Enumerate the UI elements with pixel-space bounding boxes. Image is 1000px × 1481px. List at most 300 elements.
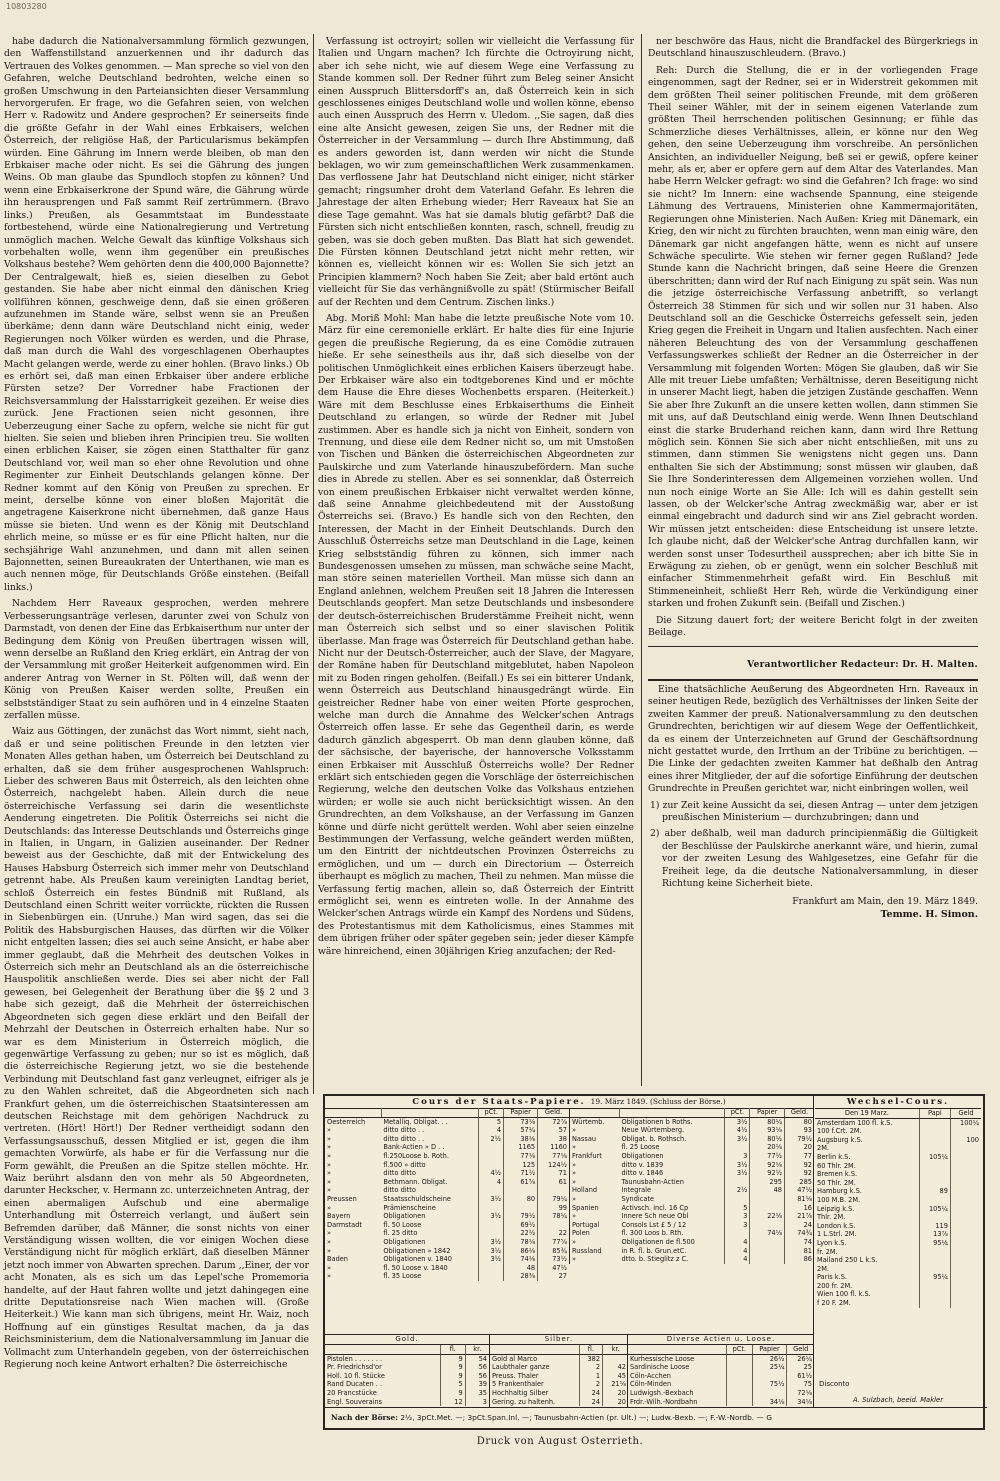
table-row bbox=[570, 1195, 814, 1204]
divider bbox=[648, 679, 978, 681]
column-header: Papier bbox=[504, 1108, 538, 1117]
table-row bbox=[815, 1144, 981, 1153]
table-cell: » bbox=[327, 1134, 332, 1143]
table-cell bbox=[950, 1290, 981, 1299]
table-cell: » bbox=[327, 1229, 332, 1238]
paragraph: ner beschwöre das Haus, nicht die Brandfackel des Bürgerkriegs in Deutschland hinauszuschleudern. (Bravo.) bbox=[648, 36, 978, 60]
table-cell: 92⅛ bbox=[750, 1161, 785, 1170]
table-cell: 92½ bbox=[750, 1169, 785, 1178]
table-cell: 78¼ bbox=[538, 1212, 569, 1221]
table-row bbox=[325, 1380, 489, 1389]
table-cell: 95¼ bbox=[919, 1273, 950, 1282]
table-cell: fl. 25 Loose bbox=[621, 1143, 660, 1152]
table-cell: 34⅛ bbox=[787, 1398, 814, 1407]
table-cell: Integrale bbox=[621, 1186, 652, 1195]
table-cell: 3 bbox=[725, 1152, 750, 1161]
table-cell: 4 bbox=[725, 1238, 750, 1247]
table-cell: 71 bbox=[538, 1169, 569, 1178]
table-cell bbox=[919, 1170, 950, 1179]
table-row bbox=[815, 1213, 981, 1222]
table-cell bbox=[919, 1179, 950, 1188]
table-row bbox=[815, 1239, 981, 1248]
table-cell: 79½ bbox=[504, 1212, 538, 1221]
table-cell bbox=[919, 1282, 950, 1291]
table-cell: 42 bbox=[603, 1363, 628, 1372]
table-cell: Cöln-Acchen bbox=[630, 1371, 671, 1380]
table-cell: 5 bbox=[725, 1204, 750, 1213]
table-row bbox=[325, 1229, 569, 1238]
table-cell: 20 Francstücke bbox=[327, 1388, 377, 1397]
table-row bbox=[325, 1204, 569, 1213]
table-cell bbox=[950, 1299, 981, 1308]
table-row bbox=[570, 1169, 814, 1178]
table-cell bbox=[725, 1229, 750, 1238]
table-cell: 72⅞ bbox=[538, 1117, 569, 1126]
table-cell: Portugal bbox=[572, 1220, 600, 1229]
column-header: pCt. bbox=[725, 1108, 750, 1117]
table-cell bbox=[752, 1389, 787, 1398]
table-cell: 73½ bbox=[538, 1255, 569, 1264]
table-cell: » bbox=[572, 1237, 577, 1246]
table-cell: 5 Frankenthaler bbox=[492, 1380, 544, 1389]
table-cell: Holland bbox=[572, 1186, 598, 1195]
table-cell: 4 bbox=[725, 1247, 750, 1256]
stocks-right-table bbox=[570, 1108, 814, 1264]
table-cell: 2 bbox=[579, 1363, 602, 1372]
table-row bbox=[815, 1118, 981, 1127]
table-row bbox=[815, 1248, 981, 1257]
table-cell: Leipzig k.S. bbox=[817, 1204, 855, 1213]
table-cell: fl. 50 Loose bbox=[383, 1220, 422, 1229]
table-cell: 3½ bbox=[479, 1255, 504, 1264]
table-cell: 1165 bbox=[504, 1143, 538, 1152]
table-cell: 1 L.Strl. 2M. bbox=[817, 1230, 857, 1239]
table-cell: 3½ bbox=[725, 1135, 750, 1144]
stocks-table bbox=[325, 1096, 814, 1334]
table-cell: » bbox=[327, 1203, 332, 1212]
table-cell: 69½ bbox=[504, 1221, 538, 1230]
table-cell: 25¼ bbox=[752, 1363, 787, 1372]
table-cell: 2M. bbox=[817, 1144, 829, 1153]
table-cell bbox=[727, 1363, 752, 1372]
paragraph: Nachdem Herr Raveaux gesprochen, werden mehrere Verbesserungsanträge verlesen, darunter zwei von Schulz von Darmstadt, von denen der Eine das Erbkaiserthum nur unter der Bedingung dem König von Preußen übertragen wissen will, wenn derselbe an Rußland den Krieg erklärt, ein Antrag der von der Versammlung mit großer Heiterkeit aufgenommen wird. Ein anderer Antrag von Werner in St. Pölten will, daß wenn der König von Preußen Kaiser werden sollte, Preußen ein selbstständiger Staat zu sein aufhören und in 4 einzelne Staaten zerfallen müsse. bbox=[4, 598, 309, 721]
column-header bbox=[570, 1108, 619, 1117]
table-cell: Obligationen bbox=[383, 1237, 426, 1246]
table-row bbox=[570, 1186, 814, 1195]
table-cell: 99 bbox=[538, 1204, 569, 1213]
table-cell: 26¼ bbox=[787, 1354, 814, 1363]
table-cell: Holl. 10 fl. Stücke bbox=[327, 1371, 385, 1380]
table-cell: 74¾ bbox=[784, 1229, 814, 1238]
table-cell: Gering. zu haltenh. bbox=[492, 1397, 556, 1406]
table-cell bbox=[919, 1118, 950, 1127]
table-cell: 295 bbox=[750, 1178, 785, 1187]
table-cell bbox=[752, 1372, 787, 1381]
table-cell: Würtemb. bbox=[572, 1117, 605, 1126]
table-row bbox=[815, 1205, 981, 1214]
table-cell: Obligationen bbox=[621, 1151, 664, 1160]
table-cell: 80 bbox=[504, 1195, 538, 1204]
table-cell: 85¾ bbox=[538, 1247, 569, 1256]
table-cell: Engl. Souverains bbox=[327, 1397, 383, 1406]
table-cell: Bremen k.S. bbox=[817, 1170, 858, 1179]
table-cell: » bbox=[327, 1126, 332, 1135]
column-header: Papi bbox=[919, 1109, 950, 1118]
paragraph: Die Sitzung dauert fort; der weitere Bericht folgt in der zweiten Beilage. bbox=[648, 614, 978, 639]
table-cell: ditto ditto bbox=[383, 1169, 416, 1178]
table-cell: fr. 2M. bbox=[817, 1247, 838, 1256]
table-cell: 45 bbox=[603, 1372, 628, 1381]
table-row bbox=[570, 1255, 814, 1264]
table-cell bbox=[750, 1238, 785, 1247]
after-bourse-line bbox=[325, 1407, 987, 1427]
table-cell: 74 bbox=[784, 1238, 814, 1247]
table-cell: Taunusbahn-Actien bbox=[621, 1177, 684, 1186]
table-row bbox=[570, 1152, 814, 1161]
table-cell: Prämienscheine bbox=[383, 1203, 436, 1212]
column-header bbox=[325, 1345, 440, 1354]
table-cell bbox=[919, 1213, 950, 1222]
table-cell bbox=[479, 1186, 504, 1195]
table-cell: 72⅛ bbox=[787, 1389, 814, 1398]
table-cell bbox=[538, 1186, 569, 1195]
table-cell bbox=[950, 1273, 981, 1282]
table-cell: 20 bbox=[603, 1398, 628, 1407]
table-cell: 48 bbox=[504, 1264, 538, 1273]
table-cell: 92 bbox=[784, 1169, 814, 1178]
table-row bbox=[570, 1178, 814, 1187]
table-cell: 3½ bbox=[479, 1247, 504, 1256]
table-cell: 20 bbox=[603, 1389, 628, 1398]
declaration bbox=[648, 684, 978, 921]
table-cell: Obligationen bbox=[383, 1212, 426, 1221]
table-cell: 100 M.B. 2M. bbox=[817, 1195, 861, 1204]
paragraph: Reh: Durch die Stellung, die er in der vorliegenden Frage eingenommen, sagt der Redner, sei er in Widerstreit gekommen mit dem größten Theil seiner politischen Freunde, mit dem größeren Theil seiner Wähler, mit der in seinem eigenen Vaterlande zum größten Theil herrschenden politischen Gesinnung; er fühle das Schmerzliche dieses Verhältnisses, allein, er könne nur den Weg gehen, den seine Ueberzeugung ihm vorschreibe. An persönlichen Ansichten, an individueller Neigung, beß sei er gewiß, opfere keiner mehr, als er, aber er opfere gern auf dem Altar des Vaterlandes. Man habe Herrn Welcker gefragt: wo sind die Gefahren? Ich frage: wo sind sie nicht? Im Innern: eine wachsende Spannung, eine steigende Lähmung des Vertrauens, Ministerien ohne Kammermajoritäten, Regierungen ohne Ministerien. Nach Außen: Krieg mit Dänemark, ein Krieg, den wir nicht zu fürchten brauchten, wenn man einig wäre, den Dänemark gar nicht angefangen hätte, wenn es nicht auf unsere Schwäche speculirte. Wie stehen wir ferner gegen Rußland? Jede Stunde kann die Nachricht bringen, daß seine Heere die Grenzen überschritten; dann wird der Ruf nach Einigung zu spät sein. Was nun die jetzige österreichische Verfassung anbetrifft, so verlangt Österreich 38 Stimmen für sich und wir sollen nur 31 haben. Also Deutschland soll an die Geschicke Österreichs gefesselt sein, jeden Krieg gegen die Freiheit in Ungarn und Italien ausfechten. Nach einer näheren Beleuchtung des von der Versammlung geschaffenen Verfassungswerkes schließt der Redner an die Österreicher in der Versammlung mit folgenden Worten: Mögen Sie glauben, daß wir Sie Alle mit treuer Liebe umfaßten; Verhältnisse, deren Beseitigung nicht in unserer Macht liegt, haben die jetzigen Zustände geschaffen. Wenn Sie aber Ihre Zukunft an die unsere ketten wollen, dann stimmen Sie mit uns, auf daß Deutschland einig werde. Wenn Ihnen Deutschland einst die starke Bruderhand reichen kann, dann wird Ihre Rettung möglich sein. Können Sie sich aber nicht entschließen, mit uns zu stimmen, dann stimmen Sie wenigstens nicht gegen uns. Dann enthalten Sie sich der Abstimmung; sonst müssen wir glauben, daß Sie Ihre Sonderinteressen dem Allgemeinen vorziehen wollen. Und nun noch einige Worte an Sie Alle: Ich will es dahin gestellt sein lassen, ob der Welcker'sche Antrag zweckmäßig war, aber er ist einmal eingebracht und dadurch sind wir ans Ziel gebracht worden. Wir müssen jetzt entscheiden: diese Entscheidung ist unsere letzte. Ich glaube nicht, daß der Welcker'sche Antrag durchfallen kann, wir werden sonst unser Todesurtheil aussprechen; aber ich bitte Sie in Erwägung zu ziehen, ob er genügt, wenn ein solcher Beschluß mit einfacher Stimmenmehrheit gefaßt wird. Ein Beschluß mit Stimmeneinheit, schließt Herr Reh, würde die Verkündigung einer starken und frohen Zukunft sein. (Beifall und Zischen.) bbox=[648, 64, 978, 610]
stocks-left-half bbox=[325, 1108, 569, 1281]
table-row bbox=[815, 1196, 981, 1205]
table-cell: ditto v. 1846 bbox=[621, 1169, 664, 1178]
stocks-title-text: Cours der Staats-Papiere. bbox=[412, 1097, 586, 1107]
table-cell: Staatsschuldscheine bbox=[383, 1194, 451, 1203]
silver-table bbox=[489, 1335, 628, 1407]
table-row bbox=[570, 1135, 814, 1144]
column-rule-1 bbox=[313, 34, 314, 1094]
table-cell: » bbox=[327, 1246, 332, 1255]
text-column-1 bbox=[4, 36, 309, 1371]
signatures: Temme. H. Simon. bbox=[880, 908, 978, 920]
column-header: kr. bbox=[603, 1345, 628, 1354]
table-cell: 4 bbox=[479, 1178, 504, 1187]
table-cell: Frankfurt bbox=[572, 1151, 602, 1160]
table-row bbox=[325, 1354, 489, 1363]
table-cell: Amsterdam 100 fl. k.S. bbox=[817, 1118, 893, 1127]
column-header: Geld. bbox=[784, 1108, 814, 1117]
table-row bbox=[490, 1389, 628, 1398]
table-cell bbox=[479, 1152, 504, 1161]
table-cell bbox=[919, 1127, 950, 1136]
table-cell: Polen bbox=[572, 1229, 590, 1238]
table-cell: 50 Thlr. 2M. bbox=[817, 1178, 856, 1187]
column-header: pCt. bbox=[727, 1345, 752, 1354]
table-row bbox=[628, 1398, 814, 1407]
table-cell bbox=[919, 1144, 950, 1153]
table-cell: » bbox=[572, 1160, 577, 1169]
table-cell bbox=[504, 1186, 538, 1195]
printer-imprint: Druck von August Osterrieth. bbox=[476, 1436, 644, 1447]
table-row bbox=[628, 1380, 814, 1389]
table-cell: » bbox=[572, 1212, 577, 1221]
table-cell: 86 bbox=[784, 1255, 814, 1264]
table-cell: 124½ bbox=[538, 1161, 569, 1170]
table-cell: 2M. bbox=[817, 1264, 829, 1273]
table-row bbox=[325, 1161, 569, 1170]
table-cell: » bbox=[327, 1237, 332, 1246]
table-cell: Thlr. 2M. bbox=[817, 1213, 846, 1222]
table-cell bbox=[919, 1290, 950, 1299]
table-cell: Sardinische Loose bbox=[630, 1363, 690, 1372]
table-cell bbox=[950, 1248, 981, 1257]
table-cell: 3 bbox=[725, 1221, 750, 1230]
declaration-item-1: 1) zur Zeit keine Aussicht da sei, diesen Antrag — unter dem jetzigen preußischen Ministerium — durchzubringen; dann und bbox=[650, 799, 978, 823]
table-cell bbox=[479, 1264, 504, 1273]
table-cell bbox=[950, 1239, 981, 1248]
table-row bbox=[815, 1256, 981, 1265]
table-row bbox=[325, 1186, 569, 1195]
table-cell bbox=[750, 1255, 785, 1264]
table-cell: 86⅛ bbox=[504, 1247, 538, 1256]
table-cell: 4½ bbox=[479, 1169, 504, 1178]
table-cell: 105¼ bbox=[919, 1153, 950, 1162]
table-cell: » bbox=[572, 1255, 577, 1264]
table-cell: 24 bbox=[579, 1398, 602, 1407]
table-cell: 382 bbox=[579, 1354, 602, 1363]
table-cell: Hochhaltig Silber bbox=[492, 1388, 549, 1397]
column-header: kr. bbox=[465, 1345, 489, 1354]
table-row bbox=[570, 1161, 814, 1170]
divider bbox=[648, 646, 978, 647]
table-row bbox=[325, 1272, 569, 1281]
table-row bbox=[325, 1126, 569, 1135]
table-cell: ditto ditto . . bbox=[383, 1134, 425, 1143]
table-cell bbox=[950, 1187, 981, 1196]
editor-line: Verantwortlicher Redacteur: Dr. H. Malten. bbox=[747, 659, 978, 670]
table-cell bbox=[479, 1143, 504, 1152]
column-header: Geld bbox=[950, 1109, 981, 1118]
table-cell: Obligationen v. 1840 bbox=[383, 1255, 452, 1264]
table-cell: 20 bbox=[784, 1143, 814, 1152]
table-cell bbox=[727, 1389, 752, 1398]
table-cell: Ludwigsh.-Bexbach bbox=[630, 1388, 694, 1397]
paragraph: Waiz aus Göttingen, der zunächst das Wort nimmt, sieht nach, daß er und seine politischen Freunde in den letzten vier Monaten Alles gethan haben, um Österreich bei Deutschland zu erhalten, daß sie dem früher ausgesprochenen Wahlspruch: Lieber des schweren Baus mit Österreich, als den leichten ohne Österreich, nachgelebt haben. Allein durch die neue österreichische Verfassung sei darin die wesentlichste Aenderung eingetreten. Die Politik Österreichs sei nicht die Deutschlands: das Interesse Deutschlands und Österreichs ginge in Italien, in Ungarn, in Galizien auseinander. Der Redner beweist aus der Geschichte, daß mit der Entwickelung des Hauses Habsburg Österreich sich immer mehr von Deutschland getrennt habe. Als Preußen kaum vereinigten Landtag beriet, schloß Österreich ein festes Bündniß mit Rußland, als Deutschland einen Schritt weiter vorrückte, rückten die Russen in Siebenbürgen ein. (Unruhe.) Man wird sagen, das sei die Politik des Habsburgischen Hauses, das dürften wir die Völker nicht entgelten lassen; dies sei auch seine Ansicht, er habe aber immer geglaubt, daß die Mehrheit des deutschen Volkes in Österreich sich mehr an Deutschland als an die österreichische Hauspolitik anschließen werde. Dies sei aber nicht der Fall gewesen, bei Gelegenheit der Berathung über die §§ 2 und 3 habe sich gezeigt, daß die Mehrheit der österreichischen Abgeordneten sich gegen diese erklärt und den Beifall der Mehrzahl der Deutschen in Österreich erhalten habe. Nur so war es dem Ministerium in Österreich möglich, die gegenwärtige Verfassung zu geben; nur so ist es möglich, daß die österreichische Regierung jetzt, wo sie die bestehende Verbindung mit Deutschland fast ganz verleugnet, eifriger als je zu den Wahlen schreitet, daß die Abgeordneten sich nach Frankfurt gehen, um die österreichischen Staatsinteressen am deutschen Reichstage mit dem gehörigen Nachdruck zu vertreten. (Hört! Hört!) Der Redner vertheidigt sodann den Verfassungsausschuß, dessen Mitglied er ist, gegen die ihm gemachten Vorwürfe, als habe er für die Verfassung nur die Form gewählt, die Preußen an die Spitze stellen möchte. Hr. Waiz berührt alsdann den von mehr als 50 Abgeordneten, darunter Heckscher, v. Hermann zc. unterzeichneten Antrag, der einen abermaligen Aufschub und eine abermalige Unterhandlung mit Österreich verlangt, und äußert sein Befremden darüber, daß Männer, die sonst nichts von einer Verständigung wissen wollten, die vor einigen Wochen diese Verständigung nicht für möglich erklärt, daß dieselben Männer jetzt noch immer von Abwarten sprechen. Darum ,,Einer, der vor acht Monaten, als es sich um das Lepel'sche Promemoria handelte, auf der Haut fahren wollte und jetzt dahingegen eine dritte Deputationsreise nach Wien machen will. (Große Heiterkeit.) Wie kann man sich übrigens, meint Hr. Waiz, noch Hoffnung auf ein günstiges Resultat machen, da ja das Reichsministerium, dem die Nationalversammlung im Januar die Vollmacht zum Unterhandeln gegeben, von der österreichischen Regierung noch keine Antwort erhalten? Die österreichische bbox=[4, 726, 309, 1371]
table-cell: 80 bbox=[784, 1117, 814, 1126]
column-header: Geld. bbox=[538, 1108, 569, 1117]
table-cell: ditto v. 1839 bbox=[621, 1160, 664, 1169]
declaration-intro: Eine thatsächliche Aeußerung des Abgeordneten Hrn. Raveaux in seiner heutigen Rede, bezüglich des Verhältnisses der linken Seite der zweiten Kammer der preuß. Nationalversammlung zu den deutschen Grundrechten, berichtigen wir auf diesem Wege der Oeffentlichkeit, da es einem der Unterzeichneten auf Grund der Geschäftsordnung nicht gestattet wurde, den Irrthum an der Tribüne zu berichtigen. — Die Linke der gedachten zweiten Kammer hat deßhalb den Antrag eines ihrer Mitglieder, der auf die sofortige Einführung der deutschen Grundrechte in Preußen gerichtet war, nicht einbringen wollen, weil bbox=[648, 683, 978, 795]
table-cell: 54 bbox=[465, 1354, 489, 1363]
table-cell: fl.250Loose b. Roth. bbox=[383, 1151, 449, 1160]
column-header: fl. bbox=[440, 1345, 465, 1354]
table-row bbox=[815, 1187, 981, 1196]
table-cell: 3½ bbox=[725, 1117, 750, 1126]
table-cell: Frdr.-Wilh.-Nordbahn bbox=[630, 1397, 698, 1406]
table-cell: Syndicate bbox=[621, 1194, 655, 1203]
table-cell bbox=[950, 1282, 981, 1291]
table-cell: 74⅛ bbox=[750, 1229, 785, 1238]
table-cell bbox=[750, 1204, 785, 1213]
table-cell: 61½ bbox=[787, 1372, 814, 1381]
table-row bbox=[490, 1380, 628, 1389]
table-cell bbox=[950, 1222, 981, 1231]
table-cell: 71½ bbox=[504, 1169, 538, 1178]
table-cell bbox=[919, 1256, 950, 1265]
table-cell: Preuss. Thaler bbox=[492, 1371, 539, 1380]
table-cell: 22⅛ bbox=[750, 1212, 785, 1221]
table-cell bbox=[950, 1153, 981, 1162]
table-cell: 48 bbox=[750, 1186, 785, 1195]
table-cell: fl. 35 Loose bbox=[383, 1272, 422, 1281]
table-cell: Obligat. b. Rothsch. bbox=[621, 1134, 687, 1143]
diverse-table bbox=[627, 1335, 814, 1407]
table-cell: 77½ bbox=[750, 1152, 785, 1161]
table-row bbox=[325, 1255, 569, 1264]
table-cell bbox=[750, 1221, 785, 1230]
column-header: pCt. bbox=[479, 1108, 504, 1117]
table-cell: 3½ bbox=[725, 1161, 750, 1170]
table-cell: Innere Sch neue Obl bbox=[621, 1212, 689, 1221]
table-cell: 77⅛ bbox=[504, 1152, 538, 1161]
table-row bbox=[325, 1389, 489, 1398]
table-cell: » bbox=[572, 1126, 577, 1135]
table-row bbox=[815, 1136, 981, 1145]
table-cell: dtto. b. Stieglitz z C. bbox=[621, 1255, 689, 1264]
table-row bbox=[815, 1170, 981, 1179]
table-cell: 9 bbox=[440, 1354, 465, 1363]
table-cell: Metalliq. Obligat. . . bbox=[383, 1117, 448, 1126]
table-cell: 1 bbox=[579, 1372, 602, 1381]
table-row bbox=[815, 1222, 981, 1231]
column-header: Papier bbox=[752, 1345, 787, 1354]
column-header bbox=[325, 1108, 381, 1117]
table-cell: ditto ditto . . bbox=[383, 1126, 425, 1135]
table-cell bbox=[750, 1247, 785, 1256]
table-cell: Augsburg k.S. bbox=[817, 1135, 863, 1144]
table-row bbox=[815, 1265, 981, 1274]
table-cell: fl. 300 Loos b. Rth. bbox=[621, 1229, 684, 1238]
table-cell: 24 bbox=[579, 1389, 602, 1398]
table-cell: 92 bbox=[784, 1161, 814, 1170]
table-cell: Hamburg k.S. bbox=[817, 1187, 862, 1196]
table-cell: Wien 100 fl. k.S. bbox=[817, 1290, 871, 1299]
table-row bbox=[628, 1363, 814, 1372]
table-cell bbox=[919, 1136, 950, 1145]
table-cell bbox=[727, 1354, 752, 1363]
table-row bbox=[570, 1117, 814, 1126]
table-cell: Nassau bbox=[572, 1134, 597, 1143]
table-cell bbox=[727, 1398, 752, 1407]
table-cell: 39 bbox=[465, 1380, 489, 1389]
table-cell: 200 fr. 2M. bbox=[817, 1281, 853, 1290]
table-cell: fl. 25 ditto bbox=[383, 1229, 418, 1238]
table-row bbox=[325, 1363, 489, 1372]
table-cell: 22½ bbox=[504, 1229, 538, 1238]
table-cell: 13⅞ bbox=[919, 1230, 950, 1239]
table-cell bbox=[479, 1229, 504, 1238]
table-row bbox=[628, 1372, 814, 1381]
table-cell: 285 bbox=[784, 1178, 814, 1187]
table-cell: 105¼ bbox=[919, 1205, 950, 1214]
table-cell: 34⅛ bbox=[752, 1398, 787, 1407]
table-row bbox=[570, 1212, 814, 1221]
table-cell bbox=[950, 1230, 981, 1239]
column-header: Den 19 Marz. bbox=[815, 1109, 919, 1118]
text-column-3 bbox=[648, 36, 978, 1086]
table-cell: 57¼ bbox=[504, 1126, 538, 1135]
table-cell: 27 bbox=[538, 1272, 569, 1281]
table-cell bbox=[950, 1170, 981, 1179]
table-cell: 5 bbox=[479, 1117, 504, 1126]
archive-id: 10803280 bbox=[6, 2, 47, 11]
table-cell: 100¼ bbox=[950, 1118, 981, 1127]
table-cell: Obligationen de fl.500 bbox=[621, 1237, 695, 1246]
column-header: Geld bbox=[787, 1345, 814, 1354]
table-cell: 79½ bbox=[784, 1135, 814, 1144]
table-cell: 21⅞ bbox=[784, 1212, 814, 1221]
table-row bbox=[570, 1238, 814, 1247]
table-cell: 38⅛ bbox=[504, 1135, 538, 1144]
table-cell: Preussen bbox=[327, 1194, 357, 1203]
table-cell: Gold al Marco bbox=[492, 1354, 538, 1363]
table-cell: f 20 F. 2M. bbox=[817, 1299, 851, 1308]
table-cell: 9 bbox=[440, 1372, 465, 1381]
table-cell: 81 bbox=[784, 1247, 814, 1256]
silver-title: Silber. bbox=[490, 1335, 628, 1345]
table-cell: Darmstadt bbox=[327, 1220, 362, 1229]
table-cell: 2½ bbox=[479, 1135, 504, 1144]
table-row bbox=[815, 1299, 981, 1308]
table-cell: 21⅛ bbox=[603, 1380, 628, 1389]
table-cell: 60 Thlr. 2M. bbox=[817, 1161, 856, 1170]
table-cell: fl.500 » ditto bbox=[383, 1160, 426, 1169]
table-cell: 4½ bbox=[725, 1126, 750, 1135]
table-row bbox=[325, 1372, 489, 1381]
table-cell bbox=[479, 1272, 504, 1281]
table-cell: 35 bbox=[465, 1389, 489, 1398]
table-cell: 4 bbox=[725, 1255, 750, 1264]
table-cell: 2 bbox=[579, 1380, 602, 1389]
table-row bbox=[570, 1247, 814, 1256]
table-row bbox=[815, 1273, 981, 1282]
table-cell: 9 bbox=[440, 1389, 465, 1398]
table-row bbox=[490, 1398, 628, 1407]
table-cell: » bbox=[327, 1143, 332, 1152]
table-cell: 3 bbox=[465, 1398, 489, 1407]
table-row bbox=[490, 1363, 628, 1372]
table-cell: Paris k.S. bbox=[817, 1273, 847, 1282]
gold-table bbox=[325, 1335, 489, 1407]
table-cell bbox=[950, 1162, 981, 1171]
coins-section bbox=[325, 1334, 814, 1407]
table-cell bbox=[725, 1143, 750, 1152]
table-cell: Spanien bbox=[572, 1203, 599, 1212]
table-cell: 79¼ bbox=[538, 1195, 569, 1204]
table-row bbox=[325, 1247, 569, 1256]
place-date: Frankfurt am Main, den 19. März 1849. bbox=[792, 896, 978, 908]
table-cell bbox=[538, 1221, 569, 1230]
table-cell bbox=[950, 1205, 981, 1214]
table-row bbox=[325, 1152, 569, 1161]
text-column-2 bbox=[318, 36, 634, 1096]
table-cell: » bbox=[327, 1272, 332, 1281]
